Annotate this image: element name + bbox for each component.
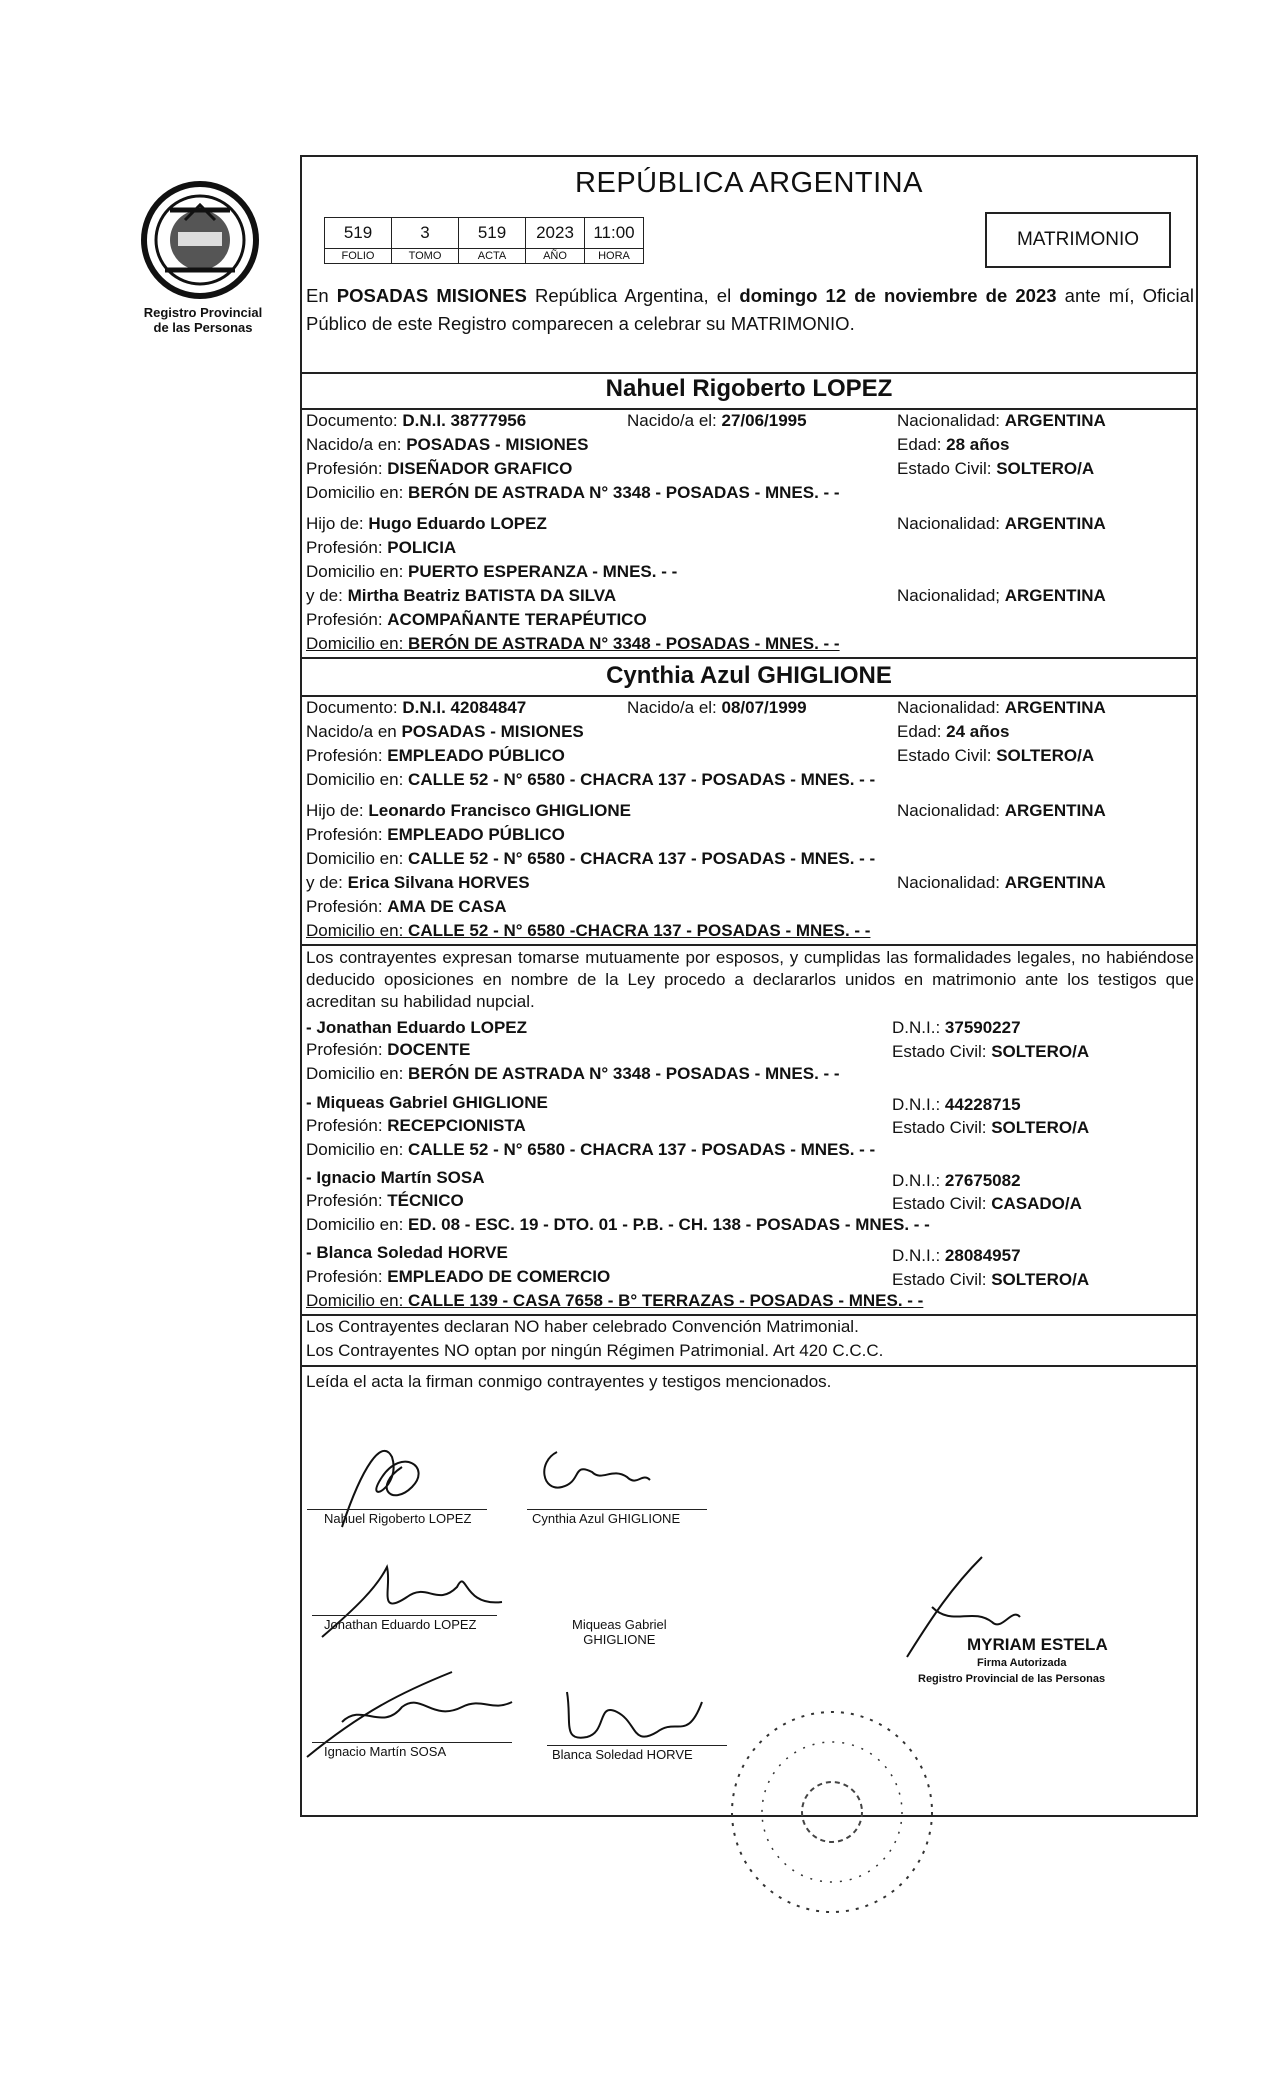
value: PUERTO ESPERANZA - MNES. - - <box>408 562 678 581</box>
spouse1-nationality <box>897 410 1106 432</box>
label: y de: <box>306 873 348 892</box>
intro-paragraph <box>306 282 1194 338</box>
label: Documento: <box>306 411 403 430</box>
label: Estado Civil: <box>892 1270 992 1289</box>
spouse2-father-address <box>306 848 875 870</box>
value: EMPLEADO PÚBLICO <box>387 746 565 765</box>
value: CALLE 52 - N° 6580 - CHACRA 137 - POSADAS - MNES. - - <box>408 1140 876 1159</box>
label: Nacionalidad; <box>897 586 1005 605</box>
label: Profesión: <box>306 1267 388 1286</box>
spouse2-civil-status <box>897 745 1094 767</box>
label: y de: <box>306 586 348 605</box>
label: D.N.I.: <box>892 1246 945 1265</box>
label: D.N.I.: <box>892 1018 945 1037</box>
spouse1-mother-profession <box>306 609 647 631</box>
value: D.N.I. 42084847 <box>402 698 527 717</box>
label: Estado Civil: <box>897 459 997 478</box>
spouse2-mother-nationality <box>897 872 1106 894</box>
spouse2-father-nationality <box>897 800 1106 822</box>
witness2-dni <box>892 1094 1021 1116</box>
witness3-profession <box>306 1190 464 1212</box>
label: Estado Civil: <box>897 746 997 765</box>
value: SOLTERO/A <box>996 746 1095 765</box>
registry-stamp <box>722 1702 942 1922</box>
value: 08/07/1999 <box>721 698 807 717</box>
witness2-profession <box>306 1115 526 1137</box>
label: Profesión: <box>306 459 388 478</box>
spouse1-father <box>306 513 547 535</box>
spouse1-birthdate <box>627 410 807 432</box>
label: Estado Civil: <box>892 1042 992 1061</box>
spouse2-father <box>306 800 631 822</box>
signature-line-3 <box>312 1615 497 1616</box>
value: ARGENTINA <box>1004 514 1106 533</box>
label: D.N.I.: <box>892 1095 945 1114</box>
label: Domicilio en: <box>306 634 409 653</box>
signature-line-2 <box>527 1509 707 1510</box>
spouse2-birthplace <box>306 721 584 743</box>
signature-scribble-3 <box>317 1547 507 1647</box>
value: BERÓN DE ASTRADA N° 3348 - POSADAS - MNES. - - <box>408 1064 840 1083</box>
label: Nacionalidad: <box>897 411 1005 430</box>
value: ARGENTINA <box>1004 411 1106 430</box>
value: 24 años <box>946 722 1010 741</box>
label: Edad: <box>897 722 947 741</box>
act-type-box: MATRIMONIO <box>985 212 1171 268</box>
value: EMPLEADO PÚBLICO <box>387 825 565 844</box>
value: Erica Silvana HORVES <box>347 873 530 892</box>
label: Edad: <box>897 435 947 454</box>
value: 27/06/1995 <box>721 411 807 430</box>
spouse2-name: Cynthia Azul GHIGLIONE <box>606 662 892 689</box>
value: CALLE 52 - N° 6580 - CHACRA 137 - POSADAS - MNES. - - <box>408 770 876 789</box>
value: AMA DE CASA <box>387 897 507 916</box>
value: Hugo Eduardo LOPEZ <box>368 514 547 533</box>
spouse1-age <box>897 434 1009 456</box>
official-name: MYRIAM ESTELA <box>967 1635 1108 1654</box>
folio-value: 519 <box>325 218 392 249</box>
spouse1-father-address <box>306 561 677 583</box>
spouse1-civil-status <box>897 458 1094 480</box>
anio-value: 2023 <box>526 218 585 249</box>
value: Leonardo Francisco GHIGLIONE <box>368 801 631 820</box>
value: Mirtha Beatriz BATISTA DA SILVA <box>347 586 617 605</box>
anio-label: AÑO <box>526 249 585 264</box>
value: CALLE 139 - CASA 7658 - B° TERRAZAS - POSADAS - MNES. - - <box>408 1291 924 1310</box>
seal-caption-line2: de las Personas <box>153 320 253 335</box>
value: ARGENTINA <box>1004 586 1106 605</box>
value: POSADAS - MISIONES <box>401 722 584 741</box>
value: DOCENTE <box>387 1040 471 1059</box>
value: SOLTERO/A <box>991 1042 1090 1061</box>
tomo-label: TOMO <box>392 249 459 264</box>
label: Nacionalidad: <box>897 514 1005 533</box>
witness3-name <box>306 1167 485 1189</box>
witness4-profession <box>306 1266 610 1288</box>
spouse1-documento <box>306 410 526 432</box>
record-metadata-table <box>324 217 644 264</box>
intro-text-3: ante mí, Oficial Público de este Registro comparecen a celebrar su MATRIMONIO. <box>306 285 1195 334</box>
spouse1-mother <box>306 585 616 607</box>
witness1-name <box>306 1017 527 1039</box>
signature-line-6 <box>547 1745 727 1746</box>
witness2-name <box>306 1092 548 1114</box>
acta-label: ACTA <box>459 249 526 264</box>
signature-caption-5: Ignacio Martín SOSA <box>324 1744 447 1759</box>
spouse1-mother-nationality <box>897 585 1106 607</box>
spouse2-mother-address <box>306 920 870 942</box>
official-title: Firma Autorizada <box>977 1657 1067 1669</box>
value: BERÓN DE ASTRADA N° 3348 - POSADAS - MNES. - - <box>408 634 840 653</box>
spouse1-father-nationality <box>897 513 1106 535</box>
declaration-paragraph: Los contrayentes expresan tomarse mutuamente por esposos, y cumplidas las formalidades legales, no habiéndose deducido oposiciones en nombre de la Ley procedo a declararlos unidos en matrimonio ante los testigos que acreditan su habilidad nupcial. <box>306 948 1194 1011</box>
value: POLICIA <box>387 538 457 557</box>
signature-caption-3: Jonathan Eduardo LOPEZ <box>324 1617 477 1632</box>
seal-caption <box>118 305 288 335</box>
spouse2-documento <box>306 697 526 719</box>
value: SOLTERO/A <box>991 1118 1090 1137</box>
acta-value: 519 <box>459 218 526 249</box>
value: TÉCNICO <box>387 1191 464 1210</box>
closing-statement: Leída el acta la firman conmigo contrayentes y testigos mencionados. <box>306 1372 832 1391</box>
signature-caption-6: Blanca Soledad HORVE <box>552 1747 693 1762</box>
label: Documento: <box>306 698 403 717</box>
value: ARGENTINA <box>1004 873 1106 892</box>
intro-date: domingo 12 de noviembre de 2023 <box>739 285 1057 306</box>
signature-caption-2: Cynthia Azul GHIGLIONE <box>532 1511 681 1526</box>
witness2-civil-status <box>892 1117 1089 1139</box>
label: Hijo de: <box>306 514 369 533</box>
spouse2-profession <box>306 745 565 767</box>
signature-line-1 <box>307 1509 487 1510</box>
signature-caption-4-line1: Miqueas Gabriel <box>572 1617 667 1632</box>
hora-label: HORA <box>585 249 644 264</box>
label: Domicilio en: <box>306 921 409 940</box>
label: Nacionalidad: <box>897 873 1005 892</box>
spouse2-address <box>306 769 875 791</box>
label: Estado Civil: <box>892 1118 992 1137</box>
value: - Jonathan Eduardo LOPEZ <box>306 1018 528 1037</box>
spouse1-birthplace <box>306 434 589 456</box>
document-title: REPÚBLICA ARGENTINA <box>575 167 923 199</box>
spouse2-mother <box>306 872 530 894</box>
value: ACOMPAÑANTE TERAPÉUTICO <box>387 610 647 629</box>
label: Domicilio en: <box>306 849 409 868</box>
value: ARGENTINA <box>1004 698 1106 717</box>
witness1-profession <box>306 1039 470 1061</box>
label: Nacido/a el: <box>627 411 722 430</box>
witness1-address <box>306 1063 840 1085</box>
label: Domicilio en: <box>306 483 409 502</box>
label: Profesión: <box>306 1040 388 1059</box>
witness1-dni <box>892 1017 1021 1039</box>
value: 44228715 <box>944 1095 1021 1114</box>
spouse1-profession <box>306 458 572 480</box>
value: 28084957 <box>944 1246 1021 1265</box>
tomo-value: 3 <box>392 218 459 249</box>
spouse2-mother-profession <box>306 896 507 918</box>
value: 27675082 <box>944 1171 1021 1190</box>
value: DISEÑADOR GRAFICO <box>387 459 573 478</box>
label: D.N.I.: <box>892 1171 945 1190</box>
witness4-address <box>306 1290 923 1312</box>
value: BERÓN DE ASTRADA N° 3348 - POSADAS - MNES. - - <box>408 483 840 502</box>
note-convention: Los Contrayentes declaran NO haber celebrado Convención Matrimonial. <box>306 1317 859 1336</box>
intro-text-1: En <box>306 285 337 306</box>
label: Profesión: <box>306 746 388 765</box>
intro-place: POSADAS MISIONES <box>336 285 527 306</box>
value: EMPLEADO DE COMERCIO <box>387 1267 611 1286</box>
official-office: Registro Provincial de las Personas <box>918 1673 1106 1685</box>
label: Profesión: <box>306 1191 388 1210</box>
label: Domicilio en: <box>306 562 409 581</box>
province-seal-logo <box>140 180 260 300</box>
label: Domicilio en: <box>306 770 409 789</box>
witness3-civil-status <box>892 1193 1082 1215</box>
value: D.N.I. 38777956 <box>402 411 527 430</box>
value: POSADAS - MISIONES <box>406 435 589 454</box>
value: - Ignacio Martín SOSA <box>306 1168 485 1187</box>
spouse2-age <box>897 721 1009 743</box>
spouse1-father-profession <box>306 537 456 559</box>
label: Hijo de: <box>306 801 369 820</box>
spouse1-mother-address <box>306 633 840 655</box>
value: CALLE 52 - N° 6580 - CHACRA 137 - POSADAS - MNES. - - <box>408 849 876 868</box>
witness3-address <box>306 1214 930 1236</box>
label: Estado Civil: <box>892 1194 992 1213</box>
label: Domicilio en: <box>306 1215 409 1234</box>
label: Nacionalidad: <box>897 801 1005 820</box>
marriage-certificate <box>300 155 1198 1817</box>
label: Profesión: <box>306 897 388 916</box>
signature-line-5 <box>312 1742 512 1743</box>
label: Nacido/a el: <box>627 698 722 717</box>
note-regime: Los Contrayentes NO optan por ningún Régimen Patrimonial. Art 420 C.C.C. <box>306 1341 884 1360</box>
spouse2-father-profession <box>306 824 565 846</box>
spouse2-nationality <box>897 697 1106 719</box>
value: - Blanca Soledad HORVE <box>306 1243 508 1262</box>
witness1-civil-status <box>892 1041 1089 1063</box>
witness2-address <box>306 1139 875 1161</box>
value: 37590227 <box>944 1018 1021 1037</box>
label: Domicilio en: <box>306 1064 409 1083</box>
value: RECEPCIONISTA <box>387 1116 526 1135</box>
hora-value: 11:00 <box>585 218 644 249</box>
spouse1-address <box>306 482 840 504</box>
signature-caption-4 <box>572 1617 667 1647</box>
folio-label: FOLIO <box>325 249 392 264</box>
label: Profesión: <box>306 538 388 557</box>
witness4-name <box>306 1242 508 1264</box>
signature-scribble-2 <box>532 1442 652 1512</box>
label: Domicilio en: <box>306 1291 409 1310</box>
value: SOLTERO/A <box>991 1270 1090 1289</box>
intro-text-2: República Argentina, el <box>526 285 740 306</box>
label: Profesión: <box>306 1116 388 1135</box>
value: 28 años <box>946 435 1010 454</box>
signature-caption-4-line2: GHIGLIONE <box>583 1632 656 1647</box>
value: - Miqueas Gabriel GHIGLIONE <box>306 1093 548 1112</box>
value: ED. 08 - ESC. 19 - DTO. 01 - P.B. - CH. 138 - POSADAS - MNES. - - <box>408 1215 930 1234</box>
spouse1-name: Nahuel Rigoberto LOPEZ <box>605 375 893 402</box>
witness3-dni <box>892 1170 1021 1192</box>
spouse2-birthdate <box>627 697 807 719</box>
label: Nacionalidad: <box>897 698 1005 717</box>
seal-caption-line1: Registro Provincial <box>143 305 263 320</box>
label: Domicilio en: <box>306 1140 409 1159</box>
label: Nacido/a en <box>306 722 402 741</box>
value: ARGENTINA <box>1004 801 1106 820</box>
label: Nacido/a en: <box>306 435 407 454</box>
value: CALLE 52 - N° 6580 -CHACRA 137 - POSADAS - MNES. - - <box>408 921 871 940</box>
value: CASADO/A <box>991 1194 1082 1213</box>
signature-caption-1: Nahuel Rigoberto LOPEZ <box>324 1511 472 1526</box>
label: Profesión: <box>306 610 388 629</box>
value: SOLTERO/A <box>996 459 1095 478</box>
witness4-civil-status <box>892 1269 1089 1291</box>
witness4-dni <box>892 1245 1021 1267</box>
label: Profesión: <box>306 825 388 844</box>
